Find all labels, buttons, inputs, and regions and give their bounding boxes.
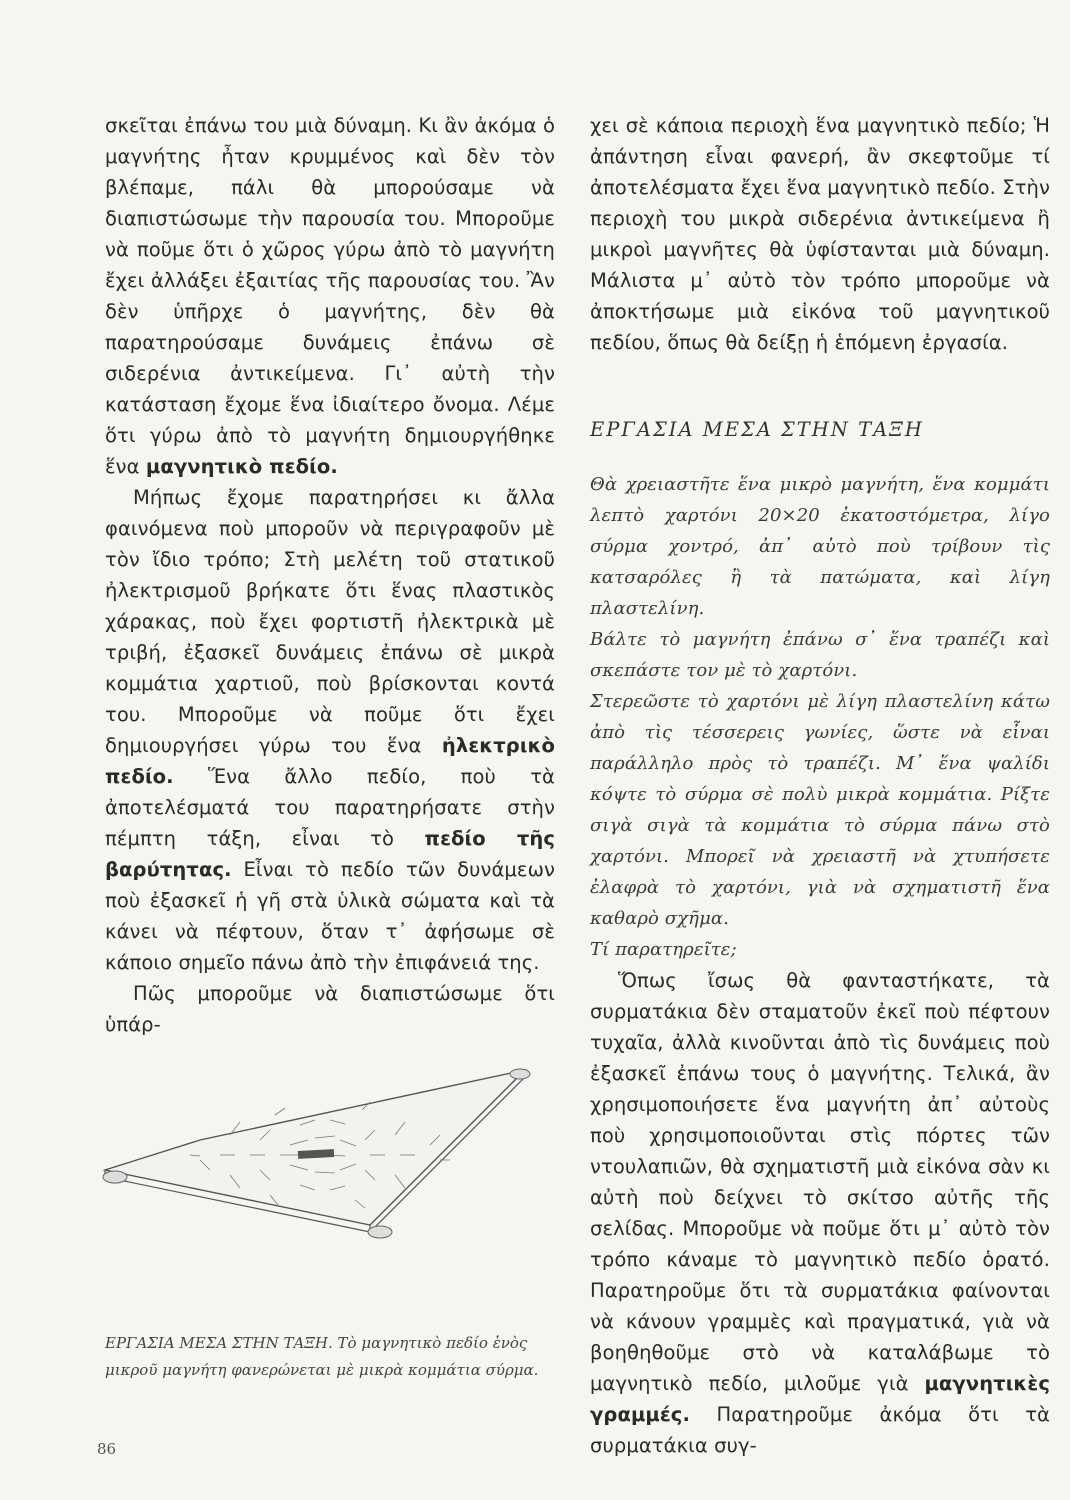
instruction: Βάλτε τὸ μαγνήτη ἐπάνω σ᾿ ἕνα τραπέζι καὶ σκεπάστε τον μὲ τὸ χαρτόνι. bbox=[590, 629, 1050, 681]
paragraph: Μήπως ἔχομε παρατηρήσει κι ἄλλα φαινόμενα ποὺ μποροῦν νὰ περιγραφοῦν μὲ τὸν ἴδιο τρόπο; Στὴ μελέτη τοῦ στατικοῦ ἠλεκτρισμοῦ βρήκατε ὅτι ἕνας πλαστικὸς χάρακας, ποὺ ἔχει φορτιστῆ ἠλεκτρικὰ μὲ τριβή, ἐξασκεῖ δυνάμεις ἐπάνω σὲ μικρὰ κομμάτια χαρτιοῦ, ποὺ βρίσκονται κοντά του. Μποροῦμε νὰ ποῦμε ὅτι ἔχει δημιουργήσει γύρω του ἕνα ἠλεκτρικὸ πεδίο. Ἕνα ἄλλο πεδίο, ποὺ τὰ ἀποτελέσματά του παρατηρήσατε στὴν πέμπτη τάξη, εἶναι τὸ πεδίο τῆς βαρύτητας. Εἶναι τὸ πεδίο τῶν δυνάμεων ποὺ ἐξασκεῖ ἡ γῆ στὰ ὑλικὰ σώματα καὶ τὰ κάνει νὰ πέφτουν, ὅταν τ᾿ ἀφήσωμε σὲ κάποιο σημεῖο πάνω ἀπὸ τὴν ἐπιφάνειά της. bbox=[105, 486, 556, 974]
instruction: Τί παρατηρεῖτε; bbox=[590, 939, 737, 960]
section-heading: ΕΡΓΑΣΙΑ ΜΕΣΑ ΣΤΗΝ ΤΑΞΗ bbox=[590, 418, 924, 441]
paragraph: σκεῖται ἐπάνω του μιὰ δύναμη. Κι ἂν ἀκόμα ὁ μαγνήτης ἦταν κρυμμένος καὶ δὲν τὸν βλέπαμε, πάλι θὰ μπορούσαμε νὰ διαπιστώσωμε τὴν παρουσία του. Μποροῦμε νὰ ποῦμε ὅτι ὁ χῶρος γύρω ἀπὸ τὸ μαγνήτη ἔχει ἀλλάξει ἐξαιτίας τῆς παρουσίας του. Ἂν δὲν ὑπῆρχε ὁ μαγνήτης, δὲν θὰ παρατηρούσαμε δυνάμεις ἐπάνω σὲ σιδερένια ἀντικείμενα. Γι᾿ αὐτὴ τὴν κατάσταση ἔχομε ἕνα ἰδιαίτερο ὄνομα. Λέμε ὅτι γύρω ἀπὸ τὸ μαγνήτη δημιουργήθηκε ἕνα μαγνητικὸ πεδίο. bbox=[105, 114, 555, 478]
plasticine-foot bbox=[103, 1171, 127, 1183]
left-column bbox=[105, 110, 555, 1040]
paragraph: Ὅπως ἴσως θὰ φανταστήκατε, τὰ συρματάκια δὲν σταματοῦν ἐκεῖ ποὺ πέφτουν τυχαῖα, ἀλλὰ κινοῦνται ἀπὸ τὶς δυνάμεις ποὺ ἐξασκεῖ ἐπάνω τους ὁ μαγνήτης. Τελικά, ἂν χρησιμοποιήσετε ἕνα μαγνήτη ἀπ᾿ αὐτοὺς ποὺ χρησιμοποιοῦνται στὶς πόρτες τῶν ντουλαπιῶν, θὰ σχηματιστῆ μιὰ εἰκόνα σὰν κι αὐτὴ ποὺ δείχνει τὸ σκίτσο αὐτῆς τῆς σελίδας. Μποροῦμε νὰ ποῦμε ὅτι μ᾿ αὐτὸ τὸν τρόπο κάναμε τὸ μαγνητικὸ πεδίο ὁρατό. Παρατηροῦμε ὅτι τὰ συρματάκια φαίνονται νὰ κάνουν γραμμὲς καὶ πραγματικά, γιὰ νὰ βοηθηθοῦμε στὸ νὰ καταλάβωμε τὸ μαγνητικὸ πεδίο, μιλοῦμε γιὰ μαγνητικὲς γραμμές. Παρατηροῦμε ἀκόμα ὅτι τὰ συρματάκια συγ- bbox=[590, 969, 1050, 1457]
bold-term-magnetic-lines: μαγνητικὲς γραμμές. bbox=[590, 1372, 1050, 1426]
activity-instructions bbox=[590, 469, 1050, 965]
plasticine-foot bbox=[510, 1069, 530, 1079]
bold-term-magnetic-field: μαγνητικὸ πεδίο. bbox=[145, 455, 338, 478]
cardboard-sheet bbox=[105, 1070, 525, 1225]
board-sketch bbox=[100, 1060, 550, 1240]
instruction: Θὰ χρειαστῆτε ἕνα μικρὸ μαγνήτη, ἕνα κομμάτι λεπτὸ χαρτόνι 20×20 ἑκατοστόμετρα, λίγο σύρμα χοντρό, ἀπ᾿ αὐτὸ ποὺ τρίβουν τὶς κατσαρόλες ἢ τὰ πατώματα, καὶ λίγη πλαστελίνη. bbox=[590, 474, 1050, 619]
bold-term-gravity-field: πεδίο τῆς βαρύτητας. bbox=[105, 827, 556, 881]
instruction: Στερεῶστε τὸ χαρτόνι μὲ λίγη πλαστελίνη κάτω ἀπὸ τὶς τέσσερεις γωνίες, ὥστε νὰ εἶναι παράλληλο πρὸς τὸ τραπέζι. Μ᾿ ἕνα ψαλίδι κόψτε τὸ σύρμα σὲ πολὺ μικρὰ κομμάτια. Ρίξτε σιγὰ σιγὰ τὰ κομμάτια τὸ σύρμα πάνω στὸ χαρτόνι. Μπορεῖ νὰ χρειαστῆ νὰ χτυπήσετε ἐλαφρὰ τὸ χαρτόνι, γιὰ νὰ σχηματιστῆ ἕνα καθαρὸ σχῆμα. bbox=[590, 691, 1050, 929]
paragraph: Πῶς μποροῦμε νὰ διαπιστώσωμε ὅτι ὑπάρ- bbox=[105, 982, 555, 1036]
right-column bbox=[590, 110, 1050, 1461]
figure-caption: ΕΡΓΑΣΙΑ ΜΕΣΑ ΣΤΗΝ ΤΑΞΗ. Τὸ μαγνητικὸ πεδίο ἑνὸς μικροῦ μαγνήτη φανερώνεται μὲ μικρὰ κομμάτια σύρμα. bbox=[105, 1334, 539, 1379]
page-number: 86 bbox=[97, 1440, 117, 1458]
magnetic-field-illustration bbox=[100, 1060, 550, 1240]
paragraph: χει σὲ κάποια περιοχὴ ἕνα μαγνητικὸ πεδίο; Ἡ ἀπάντηση εἶναι φανερή, ἂν σκεφτοῦμε τί ἀποτελέσματα ἔχει ἕνα μαγνητικὸ πεδίο. Στὴν περιοχὴ του μικρὰ σιδερένια ἀντικείμενα ἢ μικροὶ μαγνῆτες θὰ ὑφίστανται μιὰ δύναμη. Μάλιστα μ᾿ αὐτὸ τὸν τρόπο μποροῦμε νὰ ἀποκτήσωμε μιὰ εἰκόνα τοῦ μαγνητικοῦ πεδίου, ὅπως θὰ δείξῃ ἡ ἑπόμενη ἐργασία. bbox=[590, 114, 1050, 354]
bold-term-electric-field: ἠλεκτρικὸ πεδίο. bbox=[105, 734, 555, 788]
plasticine-foot bbox=[368, 1226, 392, 1238]
